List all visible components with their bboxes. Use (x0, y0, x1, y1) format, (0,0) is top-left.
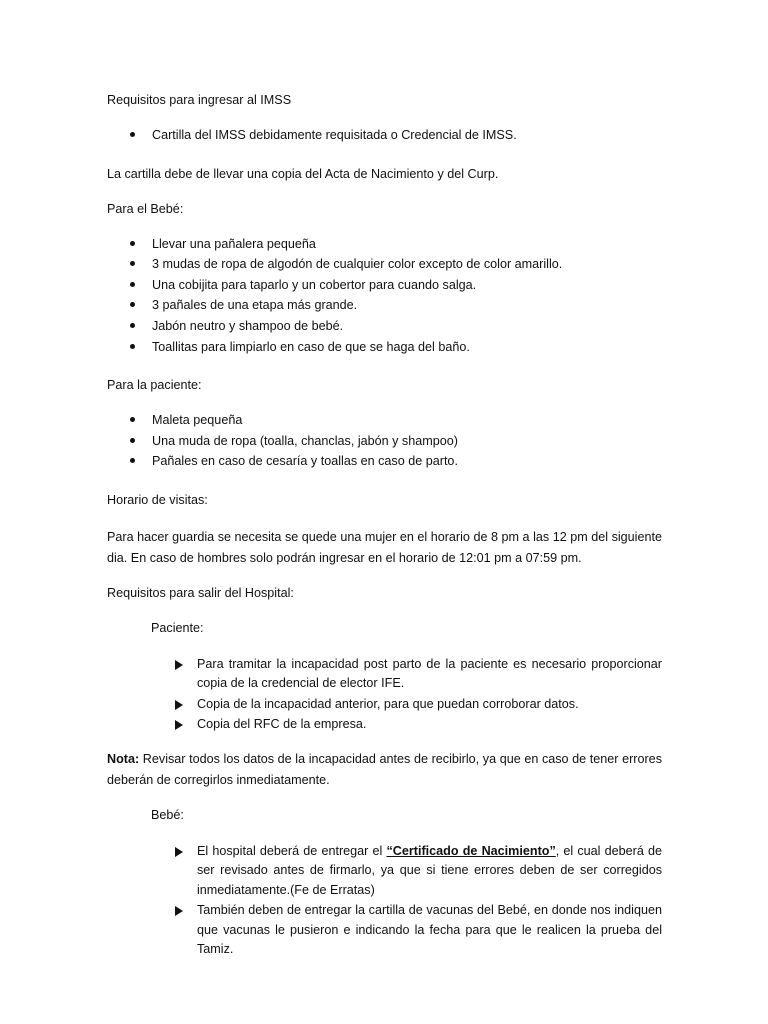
list-item: Jabón neutro y shampoo de bebé. (129, 318, 662, 339)
baby-heading: Para el Bebé: (107, 201, 184, 216)
item-text-prefix: El hospital deberá de entregar el (197, 843, 387, 858)
list-item: Toallitas para limpiarlo en caso de que se haga del baño. (129, 339, 662, 360)
cartilla-note: La cartilla debe de llevar una copia del Acta de Nacimiento y del Curp. (107, 166, 499, 181)
item-text-suffix: , el cual deberá de ser revisado antes de firmarlo, ya que si tiene errores deben de ser corregidos inmediatamente.(Fe de Erratas) (197, 843, 663, 897)
patient-list (129, 412, 662, 474)
note-text: Revisar todos los datos de la incapacidad antes de recibirlo, ya que en caso de tener errores deberán de corregirlos inmediatamente. (107, 751, 662, 787)
list-item: Cartilla del IMSS debidamente requisitada o Credencial de IMSS. (129, 127, 662, 148)
list-item: Llevar una pañalera pequeña (129, 236, 662, 257)
document-page (107, 92, 662, 974)
list-item: Para tramitar la incapacidad post parto de la paciente es necesario proporcionar copia de la credencial de elector IFE. (173, 655, 662, 694)
list-item (173, 842, 662, 901)
list-item: 3 pañales de una etapa más grande. (129, 297, 662, 318)
visits-heading: Horario de visitas: (107, 492, 208, 507)
list-item: También deben de entregar la cartilla de vacunas del Bebé, en donde nos indiquen que vacunas le pusieron e indicando la fecha para que le realicen la prueba del Tamiz. (173, 901, 662, 960)
list-item: Copia del RFC de la empresa. (173, 715, 662, 735)
list-item: Pañales en caso de cesaría y toallas en caso de parto. (129, 453, 662, 474)
visits-text: Para hacer guardia se necesita se quede una mujer en el horario de 8 pm a las 12 pm del siguiente dia. En caso de hombres solo podrán ingresar en el horario de 12:01 pm a 07:59 pm. (107, 529, 662, 565)
list-item: 3 mudas de ropa de algodón de cualquier color excepto de color amarillo. (129, 256, 662, 277)
note-label: Nota: (107, 751, 140, 766)
baby-list (129, 236, 662, 360)
certificate-emphasis: “Certificado de Nacimiento” (386, 843, 556, 858)
patient-heading: Para la paciente: (107, 378, 202, 393)
list-item: Una cobijita para taparlo y un cobertor para cuando salga. (129, 277, 662, 298)
exit-heading: Requisitos para salir del Hospital: (107, 585, 294, 600)
list-item: Una muda de ropa (toalla, chanclas, jabón y shampoo) (129, 433, 662, 454)
note-paragraph (107, 749, 662, 791)
exit-patient-list (173, 655, 662, 735)
exit-patient-heading: Paciente: (151, 620, 204, 635)
intro-list (129, 127, 662, 148)
document-title: Requisitos para ingresar al IMSS (107, 93, 292, 107)
exit-baby-heading: Bebé: (151, 807, 184, 822)
list-item: Maleta pequeña (129, 412, 662, 433)
exit-baby-list (173, 842, 662, 960)
list-item: Copia de la incapacidad anterior, para que puedan corroborar datos. (173, 695, 662, 715)
